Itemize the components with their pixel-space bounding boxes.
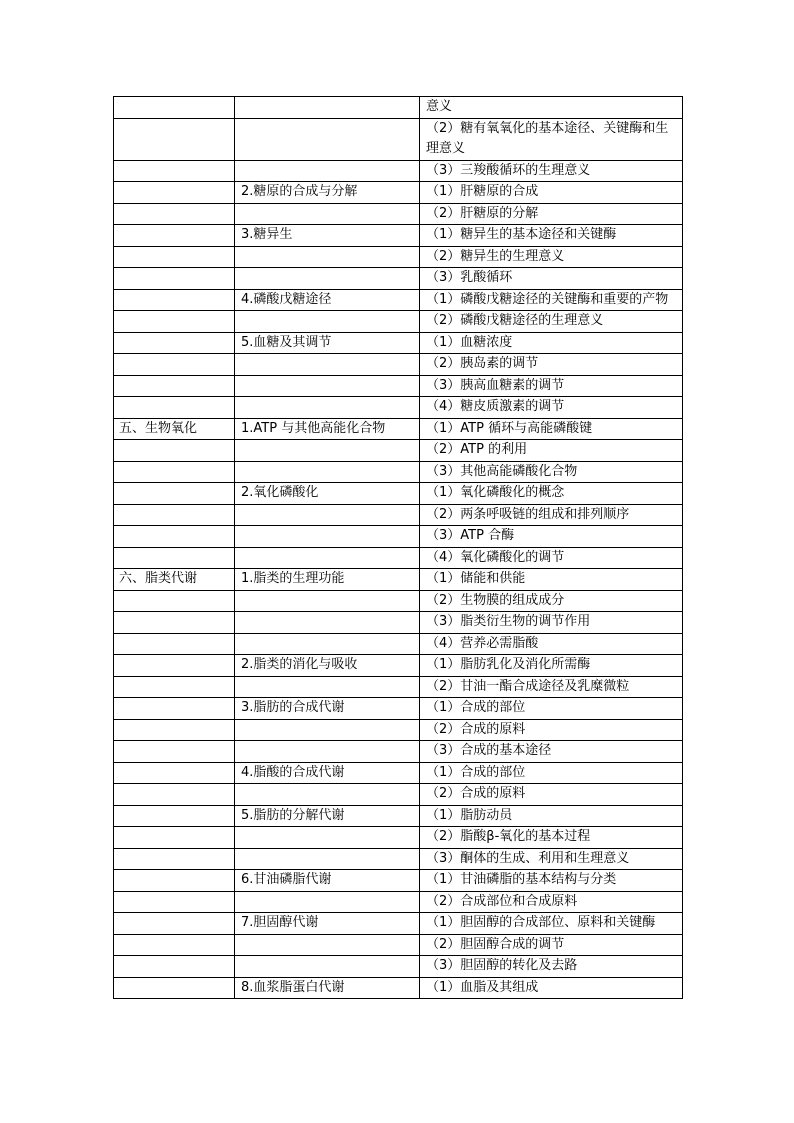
topic-cell: [235, 633, 420, 655]
detail-cell: （1）脂肪动员: [420, 805, 683, 827]
table-row: [114, 418, 683, 440]
detail-cell: （1）糖异生的基本途径和关键酶: [420, 225, 683, 247]
topic-cell: [235, 97, 420, 119]
topic-cell: [235, 891, 420, 913]
unit-cell: [114, 504, 235, 526]
unit-cell: [114, 483, 235, 505]
unit-cell: [114, 203, 235, 225]
table-row: [114, 698, 683, 720]
unit-cell: 五、生物氧化: [114, 418, 235, 440]
unit-cell: [114, 848, 235, 870]
topic-cell: [235, 934, 420, 956]
unit-cell: [114, 289, 235, 311]
unit-cell: [114, 913, 235, 935]
unit-cell: [114, 870, 235, 892]
table-row: [114, 547, 683, 569]
unit-cell: [114, 827, 235, 849]
detail-cell: （2）胰岛素的调节: [420, 354, 683, 376]
table-row: [114, 332, 683, 354]
topic-cell: [235, 827, 420, 849]
syllabus-table-body: [114, 97, 683, 999]
detail-cell: （4）氧化磷酸化的调节: [420, 547, 683, 569]
topic-cell: [235, 719, 420, 741]
unit-cell: [114, 225, 235, 247]
table-row: [114, 118, 683, 160]
table-row: [114, 719, 683, 741]
table-row: [114, 612, 683, 634]
detail-cell: （2）生物膜的组成成分: [420, 590, 683, 612]
unit-cell: [114, 375, 235, 397]
topic-cell: [235, 504, 420, 526]
table-row: [114, 676, 683, 698]
table-row: [114, 483, 683, 505]
topic-cell: [235, 375, 420, 397]
topic-cell: [235, 547, 420, 569]
unit-cell: [114, 676, 235, 698]
unit-cell: [114, 354, 235, 376]
unit-cell: [114, 182, 235, 204]
topic-cell: [235, 784, 420, 806]
table-row: [114, 891, 683, 913]
detail-cell: （2）两条呼吸链的组成和排列顺序: [420, 504, 683, 526]
topic-cell: [235, 440, 420, 462]
table-row: [114, 246, 683, 268]
topic-cell: [235, 311, 420, 333]
table-row: [114, 870, 683, 892]
table-row: [114, 848, 683, 870]
table-row: [114, 526, 683, 548]
table-row: [114, 203, 683, 225]
topic-cell: [235, 848, 420, 870]
table-row: [114, 934, 683, 956]
table-row: [114, 762, 683, 784]
detail-cell: （1）甘油磷脂的基本结构与分类: [420, 870, 683, 892]
unit-cell: [114, 956, 235, 978]
detail-cell: 意义: [420, 97, 683, 119]
unit-cell: [114, 246, 235, 268]
detail-cell: （3）胆固醇的转化及去路: [420, 956, 683, 978]
detail-cell: （1）ATP 循环与高能磷酸键: [420, 418, 683, 440]
detail-cell: （2）胆固醇合成的调节: [420, 934, 683, 956]
unit-cell: [114, 526, 235, 548]
detail-cell: （3）酮体的生成、利用和生理意义: [420, 848, 683, 870]
table-row: [114, 354, 683, 376]
topic-cell: 7.胆固醇代谢: [235, 913, 420, 935]
topic-cell: 4.脂酸的合成代谢: [235, 762, 420, 784]
unit-cell: [114, 741, 235, 763]
detail-cell: （1）磷酸戊糖途径的关键酶和重要的产物: [420, 289, 683, 311]
topic-cell: [235, 590, 420, 612]
detail-cell: （2）磷酸戊糖途径的生理意义: [420, 311, 683, 333]
unit-cell: [114, 461, 235, 483]
unit-cell: [114, 268, 235, 290]
topic-cell: 2.氧化磷酸化: [235, 483, 420, 505]
detail-cell: （1）合成的部位: [420, 762, 683, 784]
table-row: [114, 655, 683, 677]
detail-cell: （2）肝糖原的分解: [420, 203, 683, 225]
detail-cell: （2）合成部位和合成原料: [420, 891, 683, 913]
table-row: [114, 913, 683, 935]
topic-cell: [235, 160, 420, 182]
unit-cell: [114, 440, 235, 462]
topic-cell: [235, 268, 420, 290]
topic-cell: [235, 461, 420, 483]
detail-cell: （2）糖有氧氧化的基本途径、关键酶和生理意义: [420, 118, 683, 160]
detail-cell: （3）乳酸循环: [420, 268, 683, 290]
unit-cell: [114, 160, 235, 182]
unit-cell: [114, 97, 235, 119]
detail-cell: （3）合成的基本途径: [420, 741, 683, 763]
unit-cell: [114, 397, 235, 419]
topic-cell: 2.糖原的合成与分解: [235, 182, 420, 204]
detail-cell: （2）脂酸β-氧化的基本过程: [420, 827, 683, 849]
detail-cell: （1）血糖浓度: [420, 332, 683, 354]
detail-cell: （4）糖皮质激素的调节: [420, 397, 683, 419]
table-row: [114, 461, 683, 483]
topic-cell: [235, 526, 420, 548]
unit-cell: [114, 719, 235, 741]
unit-cell: [114, 698, 235, 720]
syllabus-table: [113, 96, 683, 999]
detail-cell: （3）其他高能磷酸化合物: [420, 461, 683, 483]
detail-cell: （1）胆固醇的合成部位、原料和关键酶: [420, 913, 683, 935]
table-row: [114, 504, 683, 526]
unit-cell: [114, 612, 235, 634]
table-row: [114, 311, 683, 333]
table-row: [114, 827, 683, 849]
table-row: [114, 225, 683, 247]
topic-cell: 8.血浆脂蛋白代谢: [235, 977, 420, 999]
table-row: [114, 590, 683, 612]
table-row: [114, 289, 683, 311]
topic-cell: [235, 354, 420, 376]
topic-cell: 3.糖异生: [235, 225, 420, 247]
unit-cell: [114, 784, 235, 806]
detail-cell: （1）脂肪乳化及消化所需酶: [420, 655, 683, 677]
topic-cell: 5.血糖及其调节: [235, 332, 420, 354]
table-row: [114, 440, 683, 462]
topic-cell: 1.ATP 与其他高能化合物: [235, 418, 420, 440]
unit-cell: [114, 762, 235, 784]
detail-cell: （1）氧化磷酸化的概念: [420, 483, 683, 505]
detail-cell: （3）ATP 合酶: [420, 526, 683, 548]
detail-cell: （1）储能和供能: [420, 569, 683, 591]
table-row: [114, 633, 683, 655]
unit-cell: [114, 655, 235, 677]
topic-cell: 5.脂肪的分解代谢: [235, 805, 420, 827]
table-row: [114, 160, 683, 182]
unit-cell: [114, 590, 235, 612]
topic-cell: [235, 612, 420, 634]
topic-cell: 6.甘油磷脂代谢: [235, 870, 420, 892]
unit-cell: [114, 934, 235, 956]
detail-cell: （2）甘油一酯合成途径及乳糜微粒: [420, 676, 683, 698]
detail-cell: （3）脂类衍生物的调节作用: [420, 612, 683, 634]
table-row: [114, 784, 683, 806]
topic-cell: [235, 246, 420, 268]
topic-cell: [235, 676, 420, 698]
topic-cell: 4.磷酸戊糖途径: [235, 289, 420, 311]
unit-cell: [114, 891, 235, 913]
table-row: [114, 375, 683, 397]
topic-cell: 3.脂肪的合成代谢: [235, 698, 420, 720]
detail-cell: （2）糖异生的生理意义: [420, 246, 683, 268]
table-row: [114, 805, 683, 827]
table-row: [114, 268, 683, 290]
detail-cell: （1）血脂及其组成: [420, 977, 683, 999]
table-row: [114, 977, 683, 999]
table-row: [114, 569, 683, 591]
detail-cell: （2）ATP 的利用: [420, 440, 683, 462]
detail-cell: （1）合成的部位: [420, 698, 683, 720]
detail-cell: （2）合成的原料: [420, 784, 683, 806]
detail-cell: （4）营养必需脂酸: [420, 633, 683, 655]
topic-cell: [235, 118, 420, 160]
detail-cell: （1）肝糖原的合成: [420, 182, 683, 204]
unit-cell: [114, 332, 235, 354]
unit-cell: [114, 311, 235, 333]
topic-cell: [235, 956, 420, 978]
detail-cell: （3）三羧酸循环的生理意义: [420, 160, 683, 182]
unit-cell: [114, 805, 235, 827]
unit-cell: [114, 118, 235, 160]
table-row: [114, 956, 683, 978]
table-row: [114, 397, 683, 419]
topic-cell: [235, 203, 420, 225]
table-row: [114, 741, 683, 763]
unit-cell: [114, 547, 235, 569]
topic-cell: 1.脂类的生理功能: [235, 569, 420, 591]
unit-cell: [114, 977, 235, 999]
table-row: [114, 97, 683, 119]
topic-cell: 2.脂类的消化与吸收: [235, 655, 420, 677]
unit-cell: [114, 633, 235, 655]
detail-cell: （3）胰高血糖素的调节: [420, 375, 683, 397]
table-row: [114, 182, 683, 204]
unit-cell: 六、脂类代谢: [114, 569, 235, 591]
detail-cell: （2）合成的原料: [420, 719, 683, 741]
topic-cell: [235, 397, 420, 419]
topic-cell: [235, 741, 420, 763]
